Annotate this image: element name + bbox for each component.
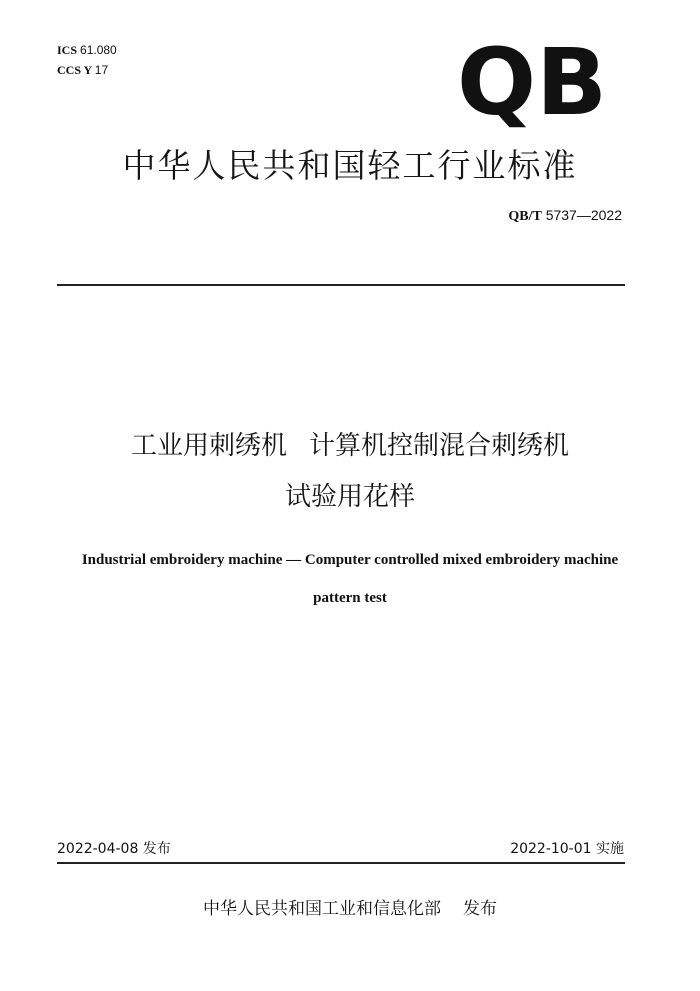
issue-date: 2022-04-08 发布 [57,841,171,857]
english-title-line-1: Industrial embroidery machine — Computer controlled mixed embroidery machine [81,552,619,568]
standard-prefix: QB/T [508,209,542,224]
qb-logo [452,34,612,130]
chinese-title-line-1 [0,425,700,462]
header-divider [57,284,625,286]
chinese-title-part-2: 计算机控制混合刺绣机 [309,431,570,461]
ccs-label: CCS Y [57,63,92,77]
publisher-name: 中华人民共和国工业和信息化部 [203,899,441,919]
footer-divider [57,862,625,864]
chinese-title-line-2: 试验用花样 [284,482,415,512]
implementation-date: 2022-10-01 实施 [510,841,624,857]
organization-title: 中华人民共和国轻工行业标准 [122,146,578,185]
publisher-line [0,894,700,919]
ics-label: ICS [57,43,78,57]
chinese-title-part-1: 工业用刺绣机 [130,431,287,461]
ics-code [57,40,117,60]
publisher-action: 发布 [463,899,497,919]
english-title-line-2: pattern test [313,590,387,606]
ics-value: 61.080 [80,43,117,57]
standard-code: 5737—2022 [545,207,622,223]
classification-codes [57,40,117,80]
ccs-value: 17 [94,63,109,77]
qb-logo-text: QB [457,34,607,130]
standard-number [508,207,622,225]
ccs-code [57,60,117,80]
